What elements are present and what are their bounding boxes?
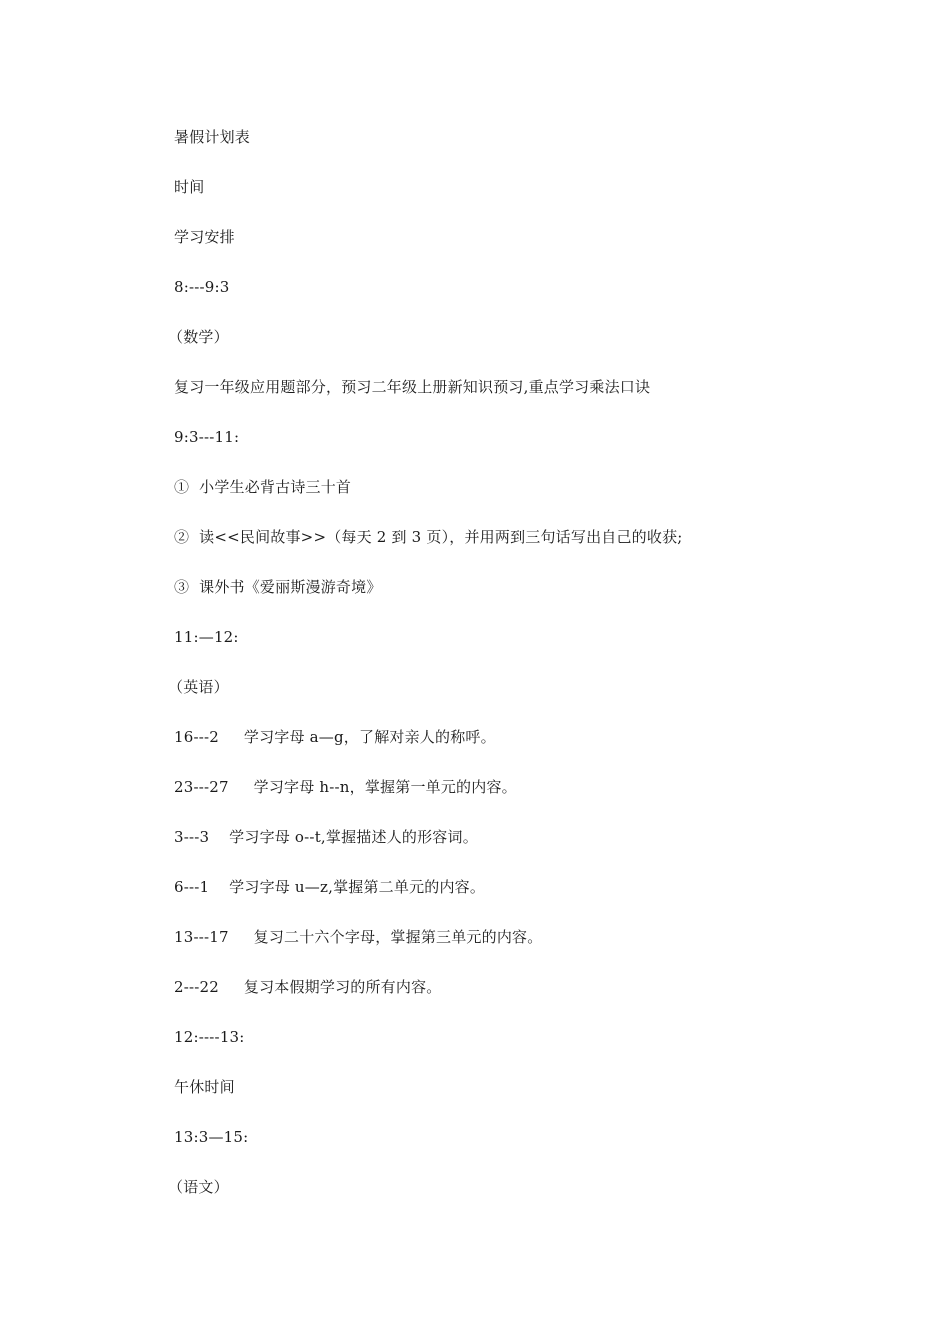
time-slot-chinese: 13:3—15: [174,1128,249,1146]
english-plan-row: 3---3 学习字母 o--t,掌握描述人的形容词。 [174,828,478,846]
reading-item-3: ③ 课外书《爱丽斯漫游奇境》 [174,578,382,596]
subject-english: （英语） [168,678,229,696]
english-plan-row: 23---27 学习字母 h--n，掌握第一单元的内容。 [174,778,517,796]
reading-item-1: ① 小学生必背古诗三十首 [174,478,352,496]
nap-time-text: 午休时间 [174,1078,235,1096]
time-slot-rest: 12:----13: [174,1028,245,1046]
study-arrangement-heading: 学习安排 [174,228,235,246]
subject-math: （数学） [168,328,229,346]
reading-item-2: ② 读<<民间故事>>（每天 2 到 3 页），并用两到三句话写出自己的收获; [174,528,683,546]
english-plan-row: 16---2 学习字母 a—g，了解对亲人的称呼。 [174,728,496,746]
time-slot-english: 11:—12: [174,628,239,646]
english-plan-row: 13---17 复习二十六个字母，掌握第三单元的内容。 [174,928,543,946]
plan-title: 暑假计划表 [174,128,251,146]
time-slot-math: 8:---9:3 [174,278,230,296]
math-plan-text: 复习一年级应用题部分，预习二年级上册新知识预习,重点学习乘法口诀 [174,378,651,396]
subject-chinese: （语文） [168,1178,229,1196]
time-heading: 时间 [174,178,205,196]
time-slot-reading: 9:3---11: [174,428,240,446]
english-plan-row: 6---1 学习字母 u—z,掌握第二单元的内容。 [174,878,486,896]
english-plan-row: 2---22 复习本假期学习的所有内容。 [174,978,442,996]
plan-lines [168,124,683,1224]
